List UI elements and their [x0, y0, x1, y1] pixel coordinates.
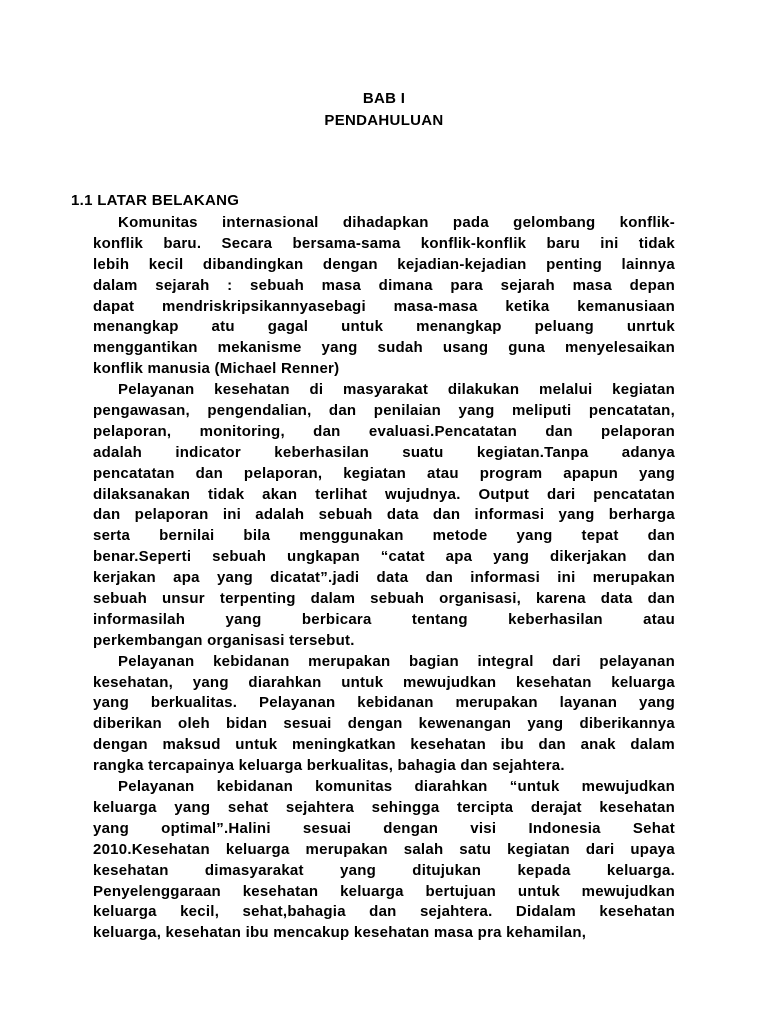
paragraph-line: keluarga, kesehatan ibu mencakup kesehatan masa pra kehamilan,	[93, 924, 587, 942]
section-heading: 1.1 LATAR BELAKANG	[71, 192, 240, 209]
paragraph-line: keluarga kecil, sehat,bahagia dan sejahtera. Didalam kesehatan	[93, 903, 675, 921]
paragraph-line: Pelayanan kebidanan merupakan bagian integral dari pelayanan	[118, 652, 675, 670]
paragraph-line: dalam sejarah : sebuah masa dimana para sejarah masa depan	[93, 276, 675, 294]
chapter-label: BAB I	[362, 90, 406, 107]
chapter-title: PENDAHULUAN	[324, 112, 444, 129]
paragraph-line: yang optimal”.Halini sesuai dengan visi Indonesia Sehat	[93, 819, 675, 837]
paragraph-line: serta bernilai bila menggunakan metode yang tepat dan	[93, 527, 675, 545]
paragraph-line: kerjakan apa yang dicatat”.jadi data dan informasi ini merupakan	[93, 569, 675, 587]
paragraph-line: perkembangan organisasi tersebut.	[93, 631, 355, 649]
paragraph-line: pengawasan, pengendalian, dan penilaian yang meliputi pencatatan,	[93, 402, 675, 420]
paragraph-line: pencatatan dan pelaporan, kegiatan atau program apapun yang	[93, 464, 675, 482]
paragraph-line: menangkap atu gagal untuk menangkap peluang unrtuk	[93, 318, 675, 336]
chapter-header	[0, 88, 768, 132]
paragraph-line: 2010.Kesehatan keluarga merupakan salah satu kegiatan dari upaya	[93, 840, 675, 858]
paragraph-line: konflik baru. Secara bersama-sama konflik-konflik baru ini tidak	[93, 234, 675, 252]
paragraph-line: konflik manusia (Michael Renner)	[93, 360, 340, 378]
paragraph-line: pelaporan, monitoring, dan evaluasi.Pencatatan dan pelaporan	[93, 422, 675, 440]
paragraph-line: rangka tercapainya keluarga berkualitas, bahagia dan sejahtera.	[93, 757, 565, 775]
paragraph-line: informasilah yang berbicara tentang keberhasilan atau	[93, 610, 675, 628]
paragraph-line: Komunitas internasional dihadapkan pada gelombang konflik-	[118, 214, 675, 231]
paragraph-line: benar.Seperti sebuah ungkapan “catat apa yang dikerjakan dan	[93, 548, 675, 566]
paragraph-line: menggantikan mekanisme yang sudah usang guna menyelesaikan	[93, 339, 675, 357]
paragraph-line: diberikan oleh bidan sesuai dengan kewenangan yang diberikannya	[93, 715, 675, 733]
paragraph-line: dilaksanakan tidak akan terlihat wujudnya. Output dari pencatatan	[93, 485, 675, 503]
paragraph	[93, 652, 675, 777]
paragraph-line: lebih kecil dibandingkan dengan kejadian-kejadian penting lainnya	[93, 255, 675, 273]
paragraph-line: yang berkualitas. Pelayanan kebidanan merupakan layanan yang	[93, 694, 675, 712]
paragraph-line: Pelayanan kebidanan komunitas diarahkan “untuk mewujudkan	[118, 778, 675, 796]
paragraph-line: keluarga yang sehat sejahtera sehingga tercipta derajat kesehatan	[93, 798, 675, 816]
paragraph-line: Pelayanan kesehatan di masyarakat dilakukan melalui kegiatan	[118, 381, 675, 399]
paragraph	[93, 213, 675, 380]
paragraph-line: kesehatan dimasyarakat yang ditujukan kepada keluarga.	[93, 861, 675, 879]
paragraph-line: Penyelenggaraan kesehatan keluarga bertujuan untuk mewujudkan	[93, 882, 675, 900]
paragraph-line: dengan maksud untuk meningkatkan kesehatan ibu dan anak dalam	[93, 736, 675, 754]
paragraph	[93, 380, 675, 652]
paragraph-line: dapat mendriskripsikannyasebagi masa-masa ketika kemanusiaan	[93, 297, 675, 315]
paragraph	[93, 777, 675, 944]
paragraph-line: kesehatan, yang diarahkan untuk mewujudkan kesehatan keluarga	[93, 673, 675, 691]
paragraph-line: dan pelaporan ini adalah sebuah data dan informasi yang berharga	[93, 506, 675, 524]
paragraph-line: sebuah unsur terpenting dalam sebuah organisasi, karena data dan	[93, 590, 675, 608]
paragraph-line: adalah indicator keberhasilan suatu kegiatan.Tanpa adanya	[93, 443, 675, 461]
document-body	[93, 213, 675, 944]
